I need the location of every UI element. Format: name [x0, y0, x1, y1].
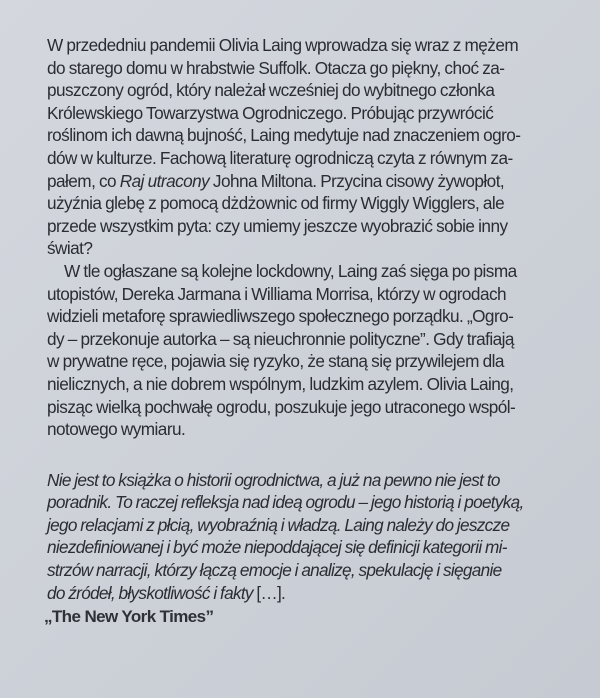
text-line: w prywatne ręce, pojawia się ryzyko, że staną się przywilejem dla	[47, 351, 504, 372]
book-back-cover-text	[44, 34, 557, 628]
ellipsis-bracket: […].	[252, 582, 286, 603]
text-line: W tle ogłaszane są kolejne lockdowny, Laing zaś sięga po pisma	[64, 260, 517, 281]
review-source: „The New York Times”	[44, 607, 214, 627]
book-title-italic: Raj utracony	[119, 170, 210, 191]
text-line: nielicznych, a nie dobrem wspólnym, ludzkim azylem. Olivia Laing,	[47, 373, 514, 394]
text-segment: do źródeł, błyskotliwość i fakty	[47, 582, 253, 603]
text-line: do starego domu w hrabstwie Suffolk. Otacza go piękny, choć za-	[47, 57, 505, 78]
text-line: jego relacjami z płcią, wyobraźnią i władzą. Laing należy do jeszcze	[47, 514, 510, 535]
text-line: puszczony ogród, który należał wcześniej do wybitnego członka	[47, 80, 495, 101]
text-segment: Johna Miltona. Przycina cisowy żywopłot,	[209, 170, 505, 191]
text-line: przede wszystkim pyta: czy umiemy jeszcze wyobrazić sobie inny	[47, 215, 508, 236]
text-line	[47, 582, 557, 605]
text-line: użyźnia glebę z pomocą dżdżownic od firmy Wiggly Wigglers, ale	[47, 193, 505, 214]
description-paragraph-2	[47, 260, 557, 441]
text-line: W przededniu pandemii Olivia Laing wprowadza się wraz z mężem	[47, 35, 519, 55]
text-line: dy – przekonuje autorka – są nieuchronnie polityczne”. Gdy trafiają	[47, 328, 514, 349]
text-line: notowego wymiaru.	[47, 419, 186, 440]
review-quote	[47, 469, 557, 605]
text-line: widzieli metaforę sprawiedliwszego społecznego porządku. „Ogro-	[47, 306, 514, 327]
text-segment: pałem, co	[47, 170, 120, 191]
text-line: pisząc wielką pochwałę ogrodu, poszukuje jego utraconego wspól-	[47, 396, 516, 417]
description-paragraph-1	[47, 34, 557, 260]
text-line: Nie jest to książka o historii ogrodnictwa, a już na pewno nie jest to	[47, 469, 500, 490]
text-line: strzów narracji, którzy łączą emocje i analizę, spekulację i sięganie	[47, 560, 502, 581]
text-line: Królewskiego Towarzystwa Ogrodniczego. Próbując przywrócić	[47, 102, 494, 123]
text-line: poradnik. To raczej refleksja nad ideą ogrodu – jego historią i poetyką,	[47, 492, 524, 513]
text-line: utopistów, Dereka Jarmana i Williama Morrisa, którzy w ogrodach	[47, 283, 507, 304]
text-line: dów w kulturze. Fachową literaturę ogrodniczą czyta z równym za-	[47, 147, 513, 168]
text-line: niezdefiniowanej i być może niepoddającej się definicji kategorii mi-	[47, 537, 507, 558]
text-line: świat?	[47, 238, 93, 259]
spacer	[47, 441, 557, 469]
text-line	[47, 170, 557, 193]
text-line: roślinom ich dawną bujność, Laing medytuje nad znaczeniem ogro-	[47, 125, 521, 146]
